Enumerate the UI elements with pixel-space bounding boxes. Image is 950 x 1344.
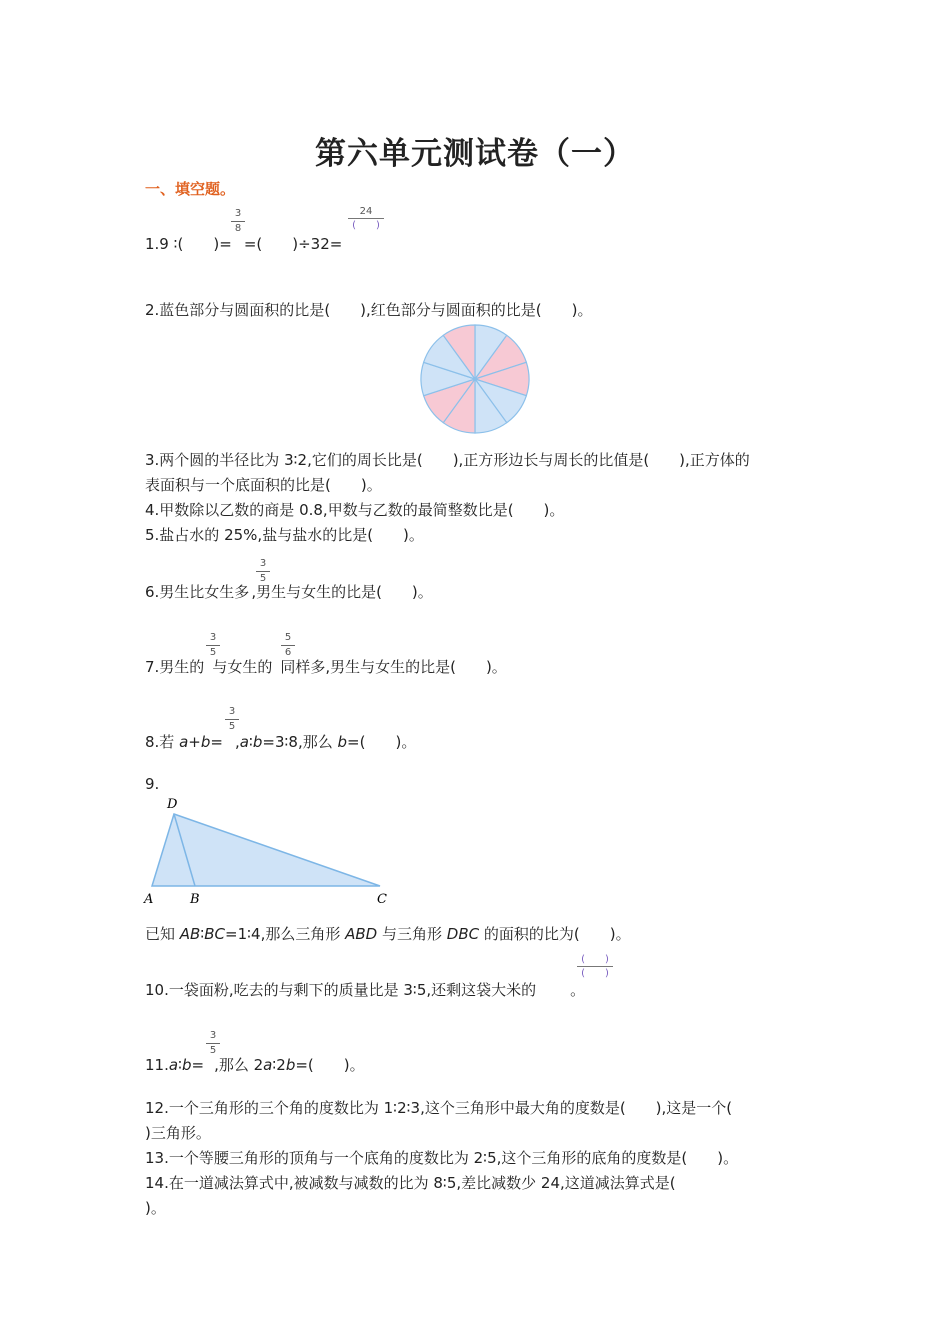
q1-text-b: =( )÷32=	[243, 235, 343, 253]
question-6	[145, 580, 433, 604]
q10-text-a: 10.一袋面粉,吃去的与剩下的质量比是 3∶5,还剩这袋大米的	[145, 981, 537, 999]
q8-text: =3∶8,那么	[262, 733, 338, 751]
colon: ∶	[200, 925, 205, 943]
var-b: b	[181, 1056, 192, 1074]
q9-text: 与三角形	[377, 925, 447, 943]
colon: ∶	[248, 733, 253, 751]
question-8	[145, 730, 416, 754]
q11-fraction	[206, 1030, 220, 1057]
question-10	[145, 978, 585, 1002]
var-b: b	[285, 1056, 296, 1074]
denominator: ( )	[352, 220, 380, 231]
numerator: 3	[209, 632, 217, 643]
q7-text-c: 同样多,男生与女生的比是( )。	[280, 658, 507, 676]
denominator: 5	[259, 573, 267, 584]
denominator: 5	[209, 1045, 217, 1056]
question-14-line-1: 14.在一道减法算式中,被减数与减数的比为 8∶5,差比减数少 24,这道减法算式是(	[145, 1174, 676, 1192]
q1-fraction-1	[231, 208, 245, 235]
var-a: a	[179, 733, 189, 751]
q7-fraction-1	[206, 632, 220, 659]
numerator: 5	[284, 632, 292, 643]
question-3-line-2: 表面积与一个底面积的比是( )。	[145, 476, 382, 494]
question-11	[145, 1053, 365, 1077]
q9-text: 已知	[145, 925, 180, 943]
question-12-line-2: )三角形。	[145, 1124, 211, 1142]
q6-text-b: ,男生与女生的比是( )。	[251, 583, 433, 601]
q8-text: 8.若	[145, 733, 180, 751]
question-9-text	[145, 922, 631, 946]
triangle-abc	[152, 814, 380, 886]
q9-text: =1∶4,那么三角形	[225, 925, 346, 943]
circle-figure	[418, 322, 532, 436]
colon: ∶	[178, 1056, 182, 1074]
question-3-line-1: 3.两个圆的半径比为 3∶2,它们的周长比是( ),正方形边长与周长的比值是( ),正方体的	[145, 451, 750, 469]
point-b-label: B	[190, 892, 200, 907]
var-a: a	[168, 1056, 179, 1074]
point-a-label: A	[144, 892, 154, 907]
tri-abd: ABD	[345, 925, 378, 943]
q8-fraction	[225, 706, 239, 733]
q7-text-a: 7.男生的	[145, 658, 205, 676]
comma: ,	[234, 733, 240, 751]
point-c-label: C	[377, 892, 387, 907]
question-12-line-1: 12.一个三角形的三个角的度数比为 1∶2∶3,这个三角形中最大角的度数是( ),这是一个(	[145, 1099, 733, 1117]
question-1	[145, 232, 342, 256]
equals: =	[210, 733, 223, 751]
numerator: 24	[359, 206, 373, 217]
denominator: ( )	[581, 968, 609, 979]
q10-text-b: 。	[570, 981, 586, 999]
page-title: 第六单元测试卷（一）	[315, 136, 635, 172]
q1-text-a: 1.9 ∶( )=	[145, 235, 232, 253]
q1-fraction-2	[348, 206, 384, 232]
var-a: a	[239, 733, 249, 751]
q11-text: ,那么 2	[214, 1056, 264, 1074]
q7-fraction-2	[281, 632, 295, 659]
triangle-figure	[140, 793, 400, 908]
denominator: 8	[234, 223, 242, 234]
q6-fraction	[256, 558, 270, 585]
tri-dbc: DBC	[446, 925, 480, 943]
numerator: 3	[209, 1030, 217, 1041]
plus: +	[188, 733, 201, 751]
numerator: 3	[234, 208, 242, 219]
numerator: 3	[259, 558, 267, 569]
question-7	[145, 655, 507, 679]
q7-text-b: 与女生的	[212, 658, 273, 676]
numerator: ( )	[581, 954, 609, 965]
q11-text: 11.	[145, 1056, 169, 1074]
seg-bc: BC	[204, 925, 226, 943]
var-b: b	[252, 733, 263, 751]
point-d-label: D	[167, 797, 178, 812]
q11-text: =( )。	[295, 1056, 365, 1074]
section-heading: 一、填空题。	[145, 180, 236, 198]
q9-text: 的面积的比为( )。	[479, 925, 631, 943]
var-b: b	[337, 733, 348, 751]
question-14-line-2: )。	[145, 1199, 166, 1217]
denominator: 5	[228, 721, 236, 732]
question-9-label: 9.	[145, 775, 160, 793]
numerator: 3	[228, 706, 236, 717]
denominator: 6	[284, 647, 292, 658]
q8-text: =( )。	[347, 733, 417, 751]
q6-text-a: 6.男生比女生多	[145, 583, 250, 601]
question-4: 4.甲数除以乙数的商是 0.8,甲数与乙数的最简整数比是( )。	[145, 501, 565, 519]
question-2: 2.蓝色部分与圆面积的比是( ),红色部分与圆面积的比是( )。	[145, 301, 593, 319]
question-13: 13.一个等腰三角形的顶角与一个底角的度数比为 2∶5,这个三角形的底角的度数是( )。	[145, 1149, 739, 1167]
question-5: 5.盐占水的 25%,盐与盐水的比是( )。	[145, 526, 424, 544]
var-b: b	[200, 733, 211, 751]
denominator: 5	[209, 647, 217, 658]
q10-fraction	[577, 954, 613, 980]
equals: =	[191, 1056, 205, 1074]
seg-ab: AB	[179, 925, 201, 943]
var-a: a	[263, 1056, 273, 1074]
q11-text: ∶2	[272, 1056, 286, 1074]
